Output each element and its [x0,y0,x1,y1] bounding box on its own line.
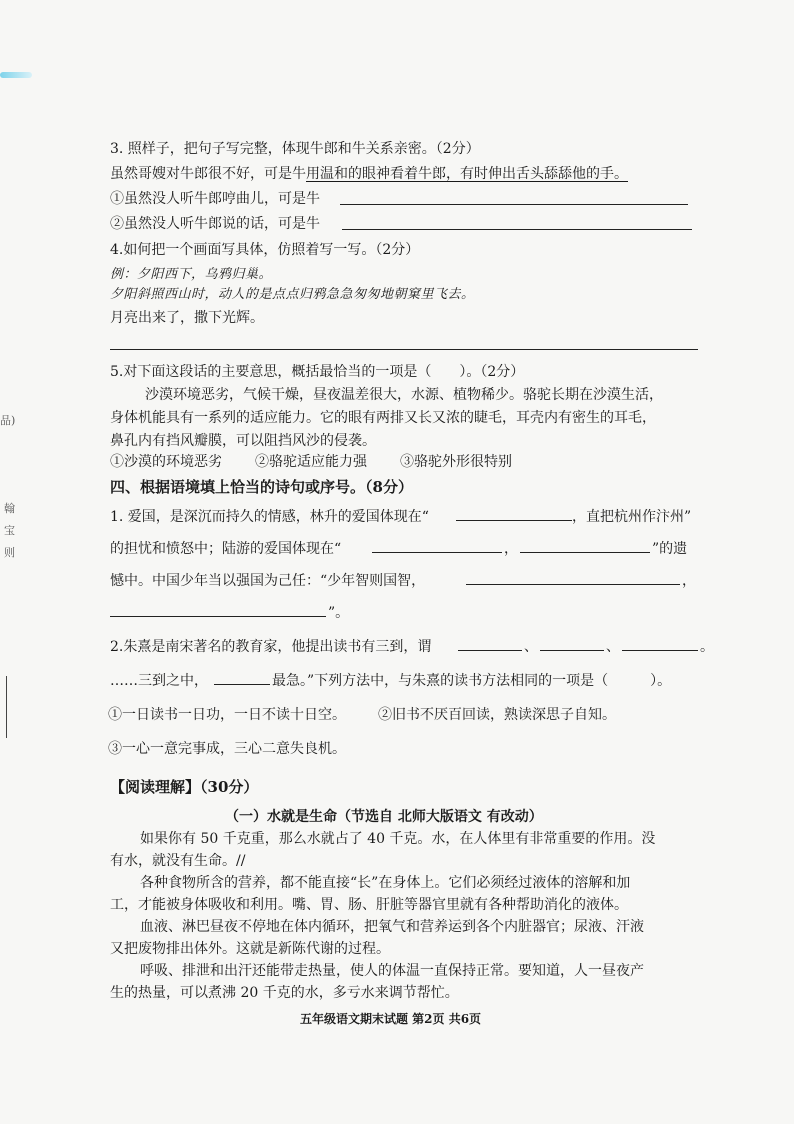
s4-q1-text: 的担忧和愤怒中；陆游的爱国体现在“ [110,541,342,557]
s4-q1-blank-4[interactable] [466,584,680,585]
s4-q2-blank-2[interactable] [540,650,604,651]
q4-answer-line[interactable] [110,349,698,350]
s4-q2-option[interactable]: ②旧书不厌百回读，熟读深思子自知。 [378,707,616,723]
q3-example-underlined: 用温和的眼神看着牛郎，有时伸出舌头舔舔他的手。 [306,166,628,182]
q4-title: 4.如何把一个画面写具体，仿照着写一写。（2分） [110,242,420,258]
reading-heading: 【阅读理解】（30分） [110,778,259,796]
s4-q1-text: ”。 [328,605,350,621]
q5-passage-line: 沙漠环境恶劣，气候干燥，昼夜温差很大，水源、植物稀少。骆驼长期在沙漠生活， [145,387,663,403]
section4-heading: 四、根据语境填上恰当的诗句或序号。（8分） [110,478,413,496]
s4-q2-text: ……三到之中， [110,673,208,689]
q4-prompt: 月亮出来了，撒下光辉。 [110,310,264,326]
reading-paragraph-line: 血液、淋巴昼夜不停地在体内循环，把氧气和营养运到各个内脏器官；尿液、汗液 [140,919,644,935]
reading-paragraph-line: 生的热量，可以煮沸 20 千克的水，多亏水来调节帮忙。 [110,985,459,1001]
s4-q1-blank-2[interactable] [372,552,502,553]
reading-paragraph-line: 各种食物所含的营养，都不能直接“长”在身体上。它们必须经过液体的溶解和加 [140,875,631,891]
s4-q1-blank-1[interactable] [456,520,572,521]
q3-example-prefix: 虽然哥嫂对牛郎很不好，可是牛 [110,166,306,182]
q3-example [110,163,628,183]
s4-q2-sep: 。 [700,639,714,655]
s4-q2-option[interactable]: ①一日读书一日功，一日不读十日空。 [108,707,346,723]
s4-q1-text: ， [682,573,696,589]
s4-q1-text: ， [504,541,518,557]
q3-item2: ②虽然没人听牛郎说的话，可是牛 [110,216,320,232]
reading-paragraph-line: 呼吸、排泄和出汗还能带走热量，使人的体温一直保持正常。要知道，人一昼夜产 [140,963,644,979]
s4-q1-text: 憾中。中国少年当以强国为己任：“少年智则国智， [110,573,426,589]
margin-mark: 则 [4,546,15,559]
q3-title: 3. 照样子，把句子写完整，体现牛郎和牛关系亲密。（2分） [110,141,480,157]
s4-q2-blank-1[interactable] [458,650,522,651]
s4-q2-text: 2.朱熹是南宋著名的教育家，他提出读书有三到，谓 [110,639,432,655]
s4-q2-text: 最急。”下列方法中，与朱熹的读书方法相同的一项是（ ）。 [272,673,672,689]
reading-passage-title: （一）水就是生命（节选自 北师大版语文 有改动） [225,809,543,825]
q4-example1: 例：夕阳西下，乌鸦归巢。 [110,267,273,282]
margin-mark: 宝 [4,524,15,537]
reading-paragraph-line: 有水，就没有生命。// [110,853,246,869]
q3-item2-answer-line[interactable] [342,229,692,230]
corner-accent-decoration [0,72,32,78]
q5-option[interactable]: ③骆驼外形很特别 [400,454,512,470]
s4-q1-blank-3[interactable] [520,552,650,553]
s4-q1-text: 1. 爱国，是深沉而持久的情感，林升的爱国体现在“ [110,509,429,525]
reading-paragraph-line: 如果你有 50 千克重，那么水就占了 40 千克。水，在人体里有非常重要的作用。没 [140,831,656,847]
s4-q1-text: ”的遗 [652,541,688,557]
margin-mark: 翰 [4,502,15,515]
q3-item1-answer-line[interactable] [340,204,688,205]
margin-mark: 品) [0,414,16,427]
q3-item1: ①虽然没人听牛郎哼曲儿，可是牛 [110,191,320,207]
q5-title: 5.对下面这段话的主要意思，概括最恰当的一项是（ ）。（2分） [110,364,525,380]
margin-binding-line [6,676,7,738]
s4-q2-blank-3[interactable] [622,650,698,651]
s4-q2-blank-4[interactable] [214,684,270,685]
q5-option[interactable]: ①沙漠的环境恶劣 [110,454,222,470]
q5-option[interactable]: ②骆驼适应能力强 [255,454,367,470]
reading-paragraph-line: 工，才能被身体吸收和利用。嘴、胃、肠、肝脏等器官里就有各种帮助消化的液体。 [110,897,628,913]
s4-q2-option[interactable]: ③一心一意完事成，三心二意失良机。 [108,741,346,757]
reading-paragraph-line: 又把废物排出体外。这就是新陈代谢的过程。 [110,941,390,957]
q5-passage-line: 鼻孔内有挡风瓣膜，可以阻挡风沙的侵袭。 [110,433,376,449]
s4-q1-blank-5[interactable] [110,616,326,617]
s4-q2-sep: 、 [606,639,620,655]
s4-q2-sep: 、 [524,639,538,655]
q4-example2: 夕阳斜照西山时，动人的是点点归鸦急急匆匆地朝窠里飞去。 [110,287,475,302]
page-footer: 五年级语文期末试题 第2页 共6页 [300,1012,482,1026]
s4-q1-text: ，直把杭州作汴州” [572,509,692,525]
q5-passage-line: 身体机能具有一系列的适应能力。它的眼有两排又长又浓的睫毛，耳壳内有密生的耳毛， [110,410,656,426]
